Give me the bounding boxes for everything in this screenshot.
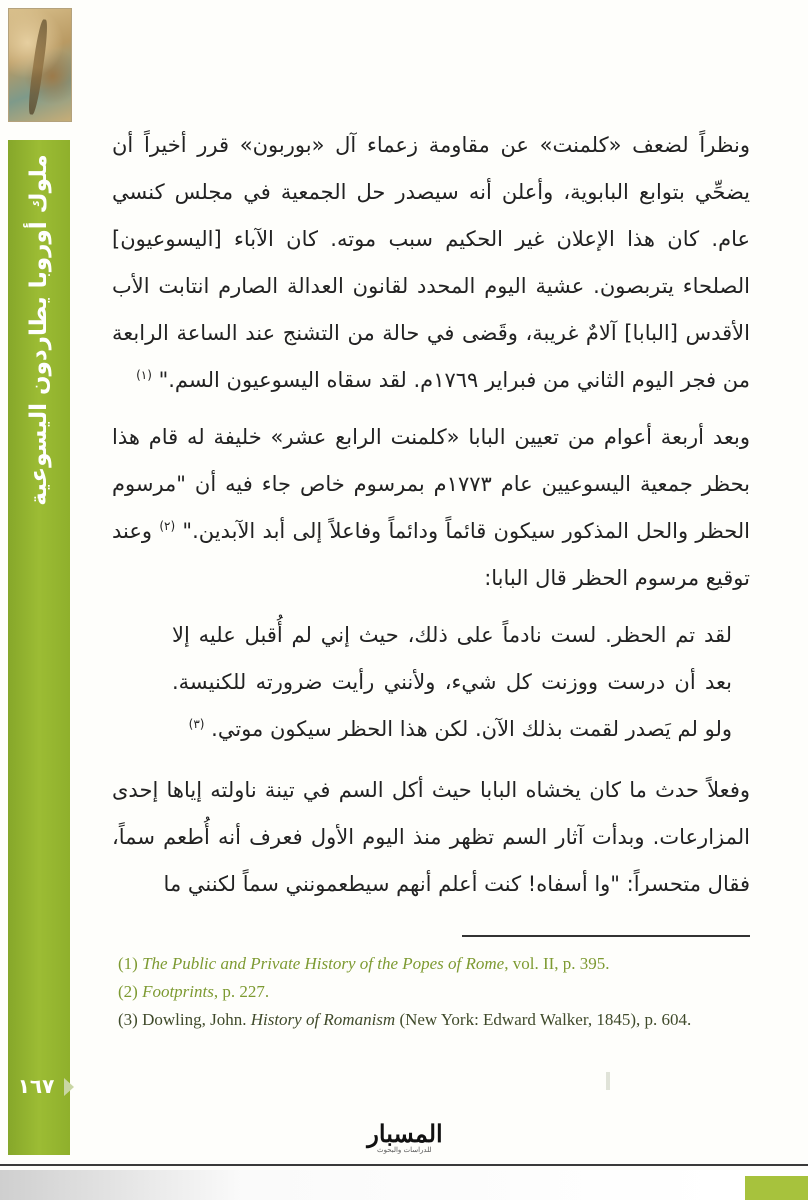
footnote-2 [118,978,758,1006]
paragraph-1-text: ونظراً لضعف «كلمنت» عن مقاومة زعماء آل «بوربون» قرر أخيراً أن يضحِّي بتوابع البابوية، وأعلن أنه سيصدر حل الجمعية في مجلس كنسي عام. كان هذا الإعلان غير الحكيم سبب موته. كان الآباء [اليسوعيون] الصلحاء يتربصون. عشية اليوم المحدد لقانون العدالة الصارم انتابت الأب الأقدس [البابا] آلامٌ غريبة، وقَضى في حالة من التشنج عند الساعة الرابعة من فجر اليوم الثاني من فبراير ١٧٦٩م. لقد سقاه اليسوعيون السم." [112,133,750,392]
footnote-3-author: Dowling, John. [142,1010,251,1029]
footnote-ref-3: (٣) [188,717,205,731]
footnote-divider [462,935,750,937]
footnote-3-rest: (New York: Edward Walker, 1845), p. 604. [395,1010,692,1029]
block-quote [172,612,732,753]
paragraph-2-text-a: وبعد أربعة أعوام من تعيين البابا «كلمنت الرابع عشر» خليفة له قام هذا بحظر جمعية اليسوعيين عام ١٧٧٣م بمرسوم خاص جاء فيه أن "مرسوم الحظر والحل المذكور سيكون قائماً ودائماً وفاعلاً إلى أبد الآبدين." [112,425,750,543]
footnote-1 [118,950,758,978]
footnotes [118,950,758,1034]
footnote-1-title: The Public and Private History of the Popes of Rome [142,954,505,973]
publisher-logo [355,1110,455,1156]
publisher-logo-subtitle: للدراسات والبحوث [377,1146,432,1154]
scan-speck [606,1072,610,1090]
publisher-logo-text: المسبار [367,1118,443,1148]
map-thumbnail-image [8,8,72,122]
next-page-strip [0,1170,808,1200]
chapter-side-title [8,154,70,506]
page-number: ١٦٧ [17,1074,55,1098]
footnote-3-title: History of Romanism [250,1010,396,1029]
page-tab-arrow [64,1078,74,1096]
main-text [112,122,750,918]
footnote-2-number: (2) [118,982,138,1001]
footnote-3-number: (3) [118,1010,138,1029]
footnote-2-rest: , p. 227. [213,982,270,1001]
paragraph-2-text-b: وعند توقيع مرسوم الحظر قال البابا: [112,519,750,590]
footnote-ref-1: (١) [136,368,152,382]
footnote-1-rest: , vol. II, p. 395. [504,954,610,973]
chapter-side-title-text: ملوك أوروبا يطاردون اليسوعية [26,154,53,506]
footnote-3 [118,1006,758,1034]
next-page-green-tab [745,1176,808,1200]
block-quote-text: لقد تم الحظر. لست نادماً على ذلك، حيث إني لم أُقبل عليه إلا بعد أن درست ووزنت كل شيء، ولأنني رأيت ضرورته للكنيسة. ولو لم يَصدر لقمت بذلك الآن. لكن هذا الحظر سيكون موتي. [172,623,732,741]
footnote-1-number: (1) [118,954,138,973]
bottom-border-line [0,1164,808,1166]
footnote-2-title: Footprints [142,982,214,1001]
paragraph-2 [112,414,750,602]
paragraph-3 [112,767,750,908]
paragraph-3-text: وفعلاً حدث ما كان يخشاه البابا حيث أكل السم في تينة ناولته إياها إحدى المزارعات. وبدأت آثار السم تظهر منذ اليوم الأول فعرف أنه أُطعم سماً، فقال متحسراً: "وا أسفاه! كنت أعلم أنهم سيطعمونني سماً لكنني ما [112,778,750,896]
paragraph-1 [112,122,750,404]
footnote-ref-2: (٢) [159,519,176,533]
